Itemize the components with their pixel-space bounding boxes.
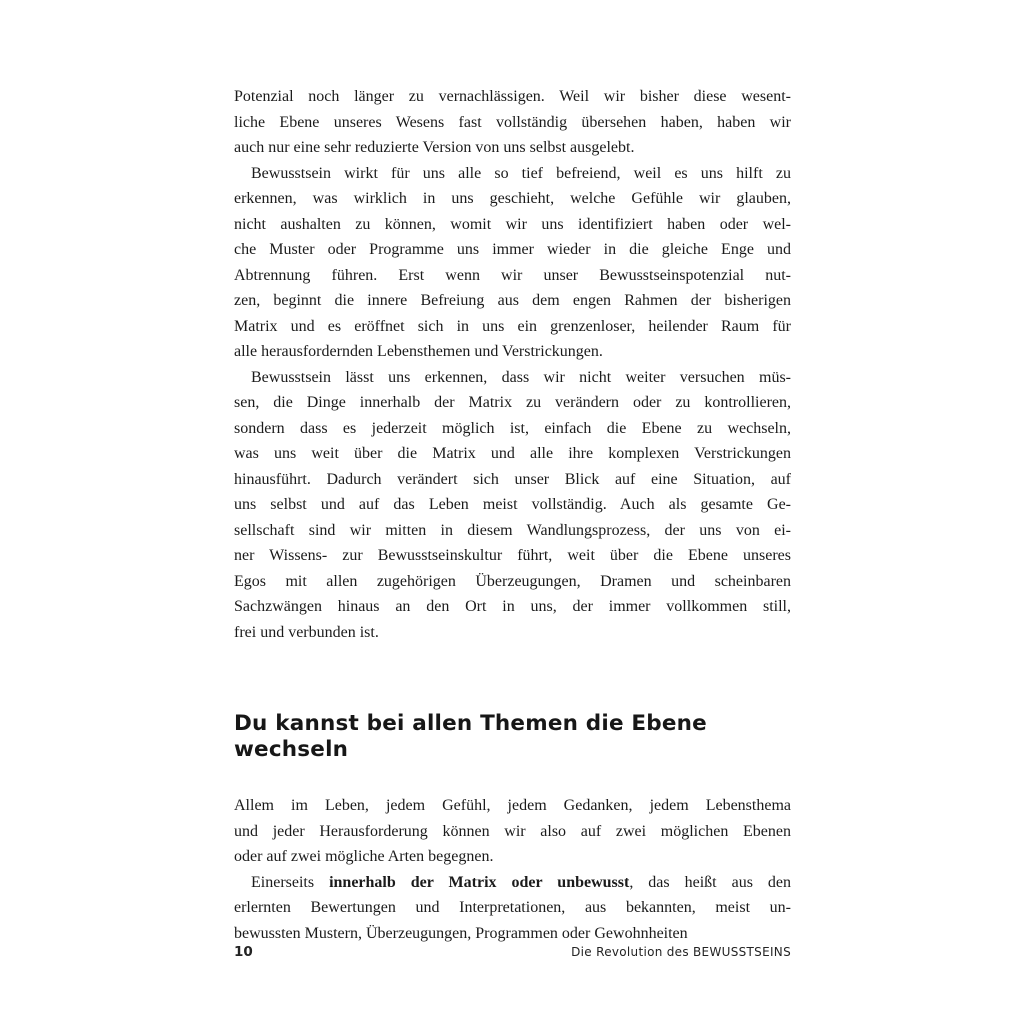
paragraph <box>234 793 791 870</box>
text-line: und jeder Herausforderung können wir also auf zwei möglichen Ebenen <box>234 822 791 840</box>
text-line: Potenzial noch länger zu vernachlässigen. Weil wir bisher diese wesent- <box>234 88 791 105</box>
text-line: sellschaft sind wir mitten in diesem Wandlungsprozess, der uns von ei- <box>234 521 791 539</box>
text-line: hinausführt. Dadurch verändert sich unser Blick auf eine Situation, auf <box>234 470 791 488</box>
paragraph <box>234 84 791 161</box>
text-line: Einerseits innerhalb der Matrix oder unbewusst, das heißt aus den <box>251 873 792 891</box>
text-column <box>234 84 791 946</box>
body-text-top <box>234 84 791 645</box>
text-line: zen, beginnt die innere Befreiung aus dem engen Rahmen der bisherigen <box>234 292 791 309</box>
text-line: Matrix und es eröffnet sich in uns ein grenzenloser, heilender Raum für <box>234 317 791 335</box>
paragraph <box>234 161 791 365</box>
text-line: frei und verbunden ist. <box>234 623 379 641</box>
running-title: Die Revolution des BEWUSSTSEINS <box>571 945 791 959</box>
text-line: Allem im Leben, jedem Gefühl, jedem Gedanken, jedem Lebensthema <box>234 797 791 814</box>
text-line: erlernten Bewertungen und Interpretationen, aus bekannten, meist un- <box>234 899 791 916</box>
text-line: ner Wissens- zur Bewusstseinskultur führt, weit über die Ebene unseres <box>234 547 791 564</box>
text-line: erkennen, was wirklich in uns geschieht, welche Gefühle wir glauben, <box>234 190 791 207</box>
text-line: oder auf zwei mögliche Arten begegnen. <box>234 848 494 865</box>
paragraph <box>234 870 791 947</box>
body-text-bottom <box>234 793 791 946</box>
text-line: che Muster oder Programme uns immer wieder in die gleiche Enge und <box>234 241 791 258</box>
text-line: nicht aushalten zu können, womit wir uns identifiziert haben oder wel- <box>234 215 791 233</box>
text-line: Sachzwängen hinaus an den Ort in uns, der immer vollkommen still, <box>234 598 791 615</box>
text-line: sen, die Dinge innerhalb der Matrix zu verändern oder zu kontrollieren, <box>234 394 791 411</box>
text-line: sondern dass es jederzeit möglich ist, einfach die Ebene zu wechseln, <box>234 419 791 437</box>
text-line: liche Ebene unseres Wesens fast vollständig übersehen haben, haben wir <box>234 113 791 131</box>
section-heading: Du kannst bei allen Themen die Ebene wechseln <box>234 711 707 762</box>
text-line: Bewusstsein wirkt für uns alle so tief befreiend, weil es uns hilft zu <box>251 164 791 182</box>
text-line: alle herausfordernden Lebensthemen und Verstrickungen. <box>234 343 603 360</box>
text-line: auch nur eine sehr reduzierte Version von uns selbst ausgelebt. <box>234 139 635 156</box>
text-line: uns selbst und auf das Leben meist vollständig. Auch als gesamte Ge- <box>234 496 791 513</box>
page-footer <box>234 944 791 960</box>
text-line: bewussten Mustern, Überzeugungen, Programmen oder Gewohnheiten <box>234 924 688 942</box>
text-line: Bewusstsein lässt uns erkennen, dass wir nicht weiter versuchen müs- <box>251 368 791 386</box>
paragraph <box>234 365 791 646</box>
text-line: Egos mit allen zugehörigen Überzeugungen, Dramen und scheinbaren <box>234 572 791 590</box>
text-line: Abtrennung führen. Erst wenn wir unser Bewusstseinspotenzial nut- <box>234 266 791 284</box>
page-number: 10 <box>234 944 253 960</box>
text-line: was uns weit über die Matrix und alle ihre komplexen Verstrickungen <box>234 445 791 462</box>
